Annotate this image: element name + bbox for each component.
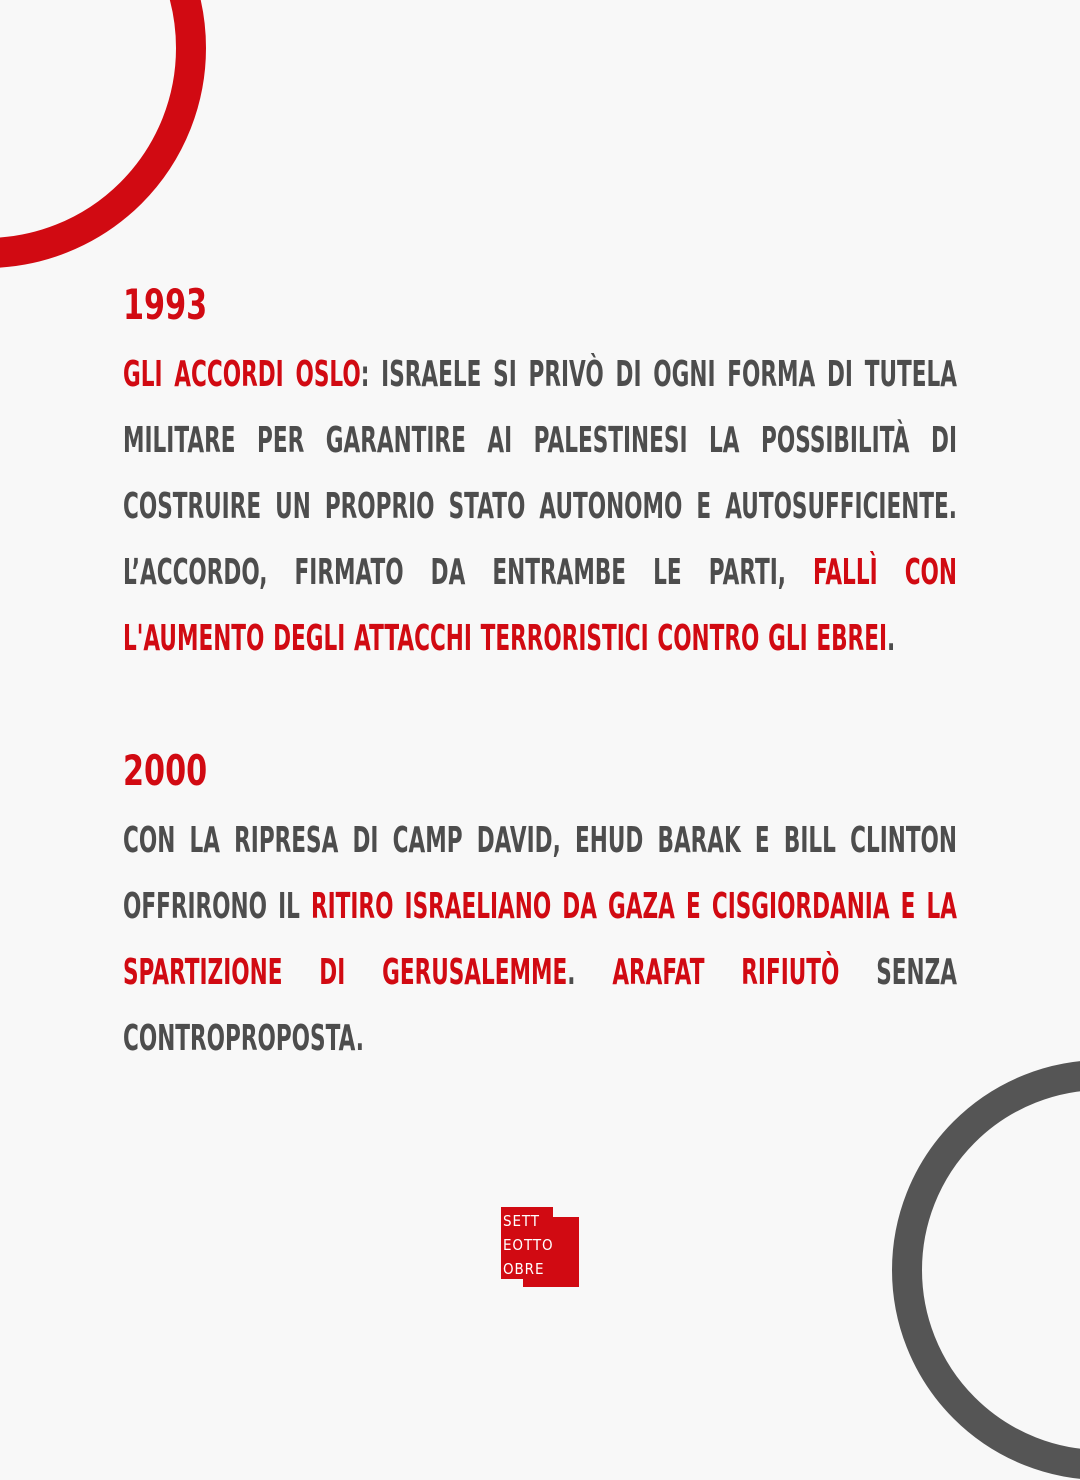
timeline-section-2000 [123,746,957,1072]
section-body [123,808,957,1072]
highlight-text: RITIRO ISRAELIANO DA GAZA E CISGIORDANIA E LA SPARTIZIONE DI GERUSALEMME [123,886,958,993]
highlight-text: ARAFAT RIFIUTÒ [612,952,840,993]
body-text: : ISRAELE SI PRIVÒ DI OGNI FORMA DI TUTELA MILITARE PER GARANTIRE AI PALESTINESI LA POSSIBILITÀ DI COSTRUIRE UN PROPRIO STATO AUTONOMO E AUTOSUFFICIENTE. L’ACCORDO, FIRMATO DA ENTRAMBE LE PARTI, [123,354,958,593]
body-text: CON LA RIPRESA DI CAMP DAVID, EHUD BARAK E BILL CLINTON OFFRIRONO IL [123,820,958,927]
timeline-section-1993 [123,280,957,672]
body-text: . [567,952,613,993]
year-heading: 1993 [123,280,208,329]
logo-lettering [503,1209,554,1281]
decorative-gray-ring [892,1060,1080,1480]
highlight-text: GLI ACCORDI OSLO [123,354,361,395]
section-body [123,342,957,672]
highlight-text: FALLÌ CON L'AUMENTO DEGLI ATTACCHI TERRORISTICI CONTRO GLI EBREI [123,552,958,659]
logo-line: SETT [503,1212,540,1230]
year-heading: 2000 [123,746,208,795]
logo-line: EOTTO [503,1236,554,1254]
decorative-red-ring [0,0,206,268]
brand-logo [501,1207,581,1287]
body-text: . [886,618,896,659]
logo-line: OBRE [503,1260,545,1278]
body-text: SENZA CONTROPROPOSTA. [123,952,958,1059]
